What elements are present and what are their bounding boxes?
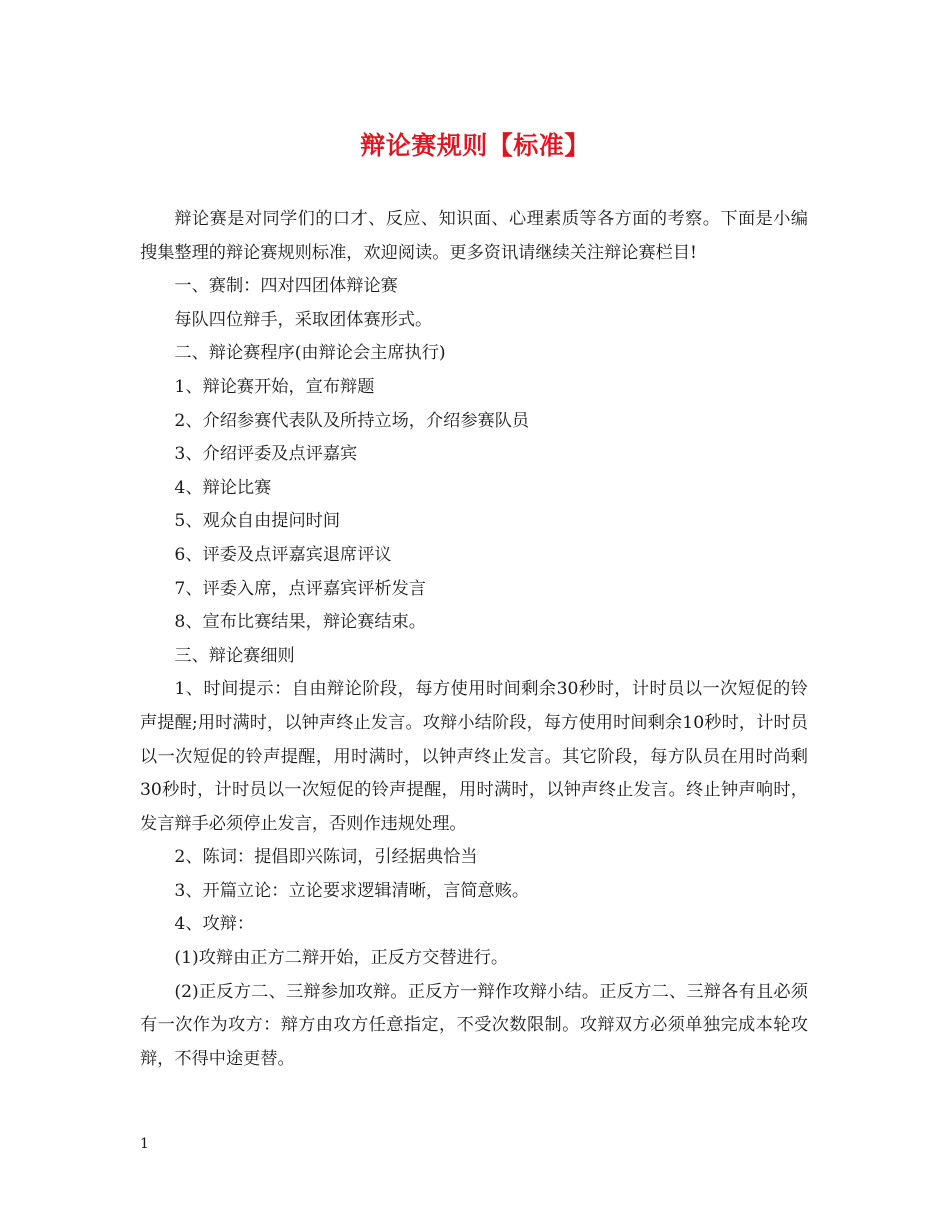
rule-paragraph: (2)正反方二、三辩参加攻辩。正反方一辩作攻辩小结。正反方二、三辩各有且必须有一次作为攻方：辩方由攻方任意指定，不受次数限制。攻辩双方必须单独完成本轮攻辩，不得中途更替。 (140, 981, 808, 1069)
paragraph: 每队四位辩手，采取团体赛形式。 (174, 309, 433, 330)
rule-paragraph: 4、攻辩： (174, 914, 255, 935)
section-heading-procedure: 二、辩论赛程序(由辩论会主席执行) (174, 343, 446, 364)
list-item: 8、宣布比赛结果，辩论赛结束。 (174, 612, 426, 633)
document-title: 辩论赛规则【标准】 (360, 131, 590, 160)
intro-paragraph: 辩论赛是对同学们的口才、反应、知识面、心理素质等各方面的考察。下面是小编搜集整理的辩论赛规则标准，欢迎阅读。更多资讯请继续关注辩论赛栏目! (140, 209, 808, 263)
rule-paragraph: (1)攻辩由正方二辩开始，正反方交替进行。 (174, 948, 509, 969)
rule-paragraph: 2、陈词：提倡即兴陈词，引经据典恰当 (174, 847, 478, 868)
section-heading-rules: 三、辩论赛细则 (174, 645, 295, 666)
document-body (140, 203, 808, 1076)
list-item: 5、观众自由提问时间 (174, 511, 341, 532)
page-number: 1 (140, 1136, 149, 1152)
rule-paragraph: 3、开篇立论：立论要求逻辑清晰，言简意赅。 (174, 880, 530, 901)
list-item: 6、评委及点评嘉宾退席评议 (174, 544, 392, 565)
section-heading-format: 一、赛制：四对四团体辩论赛 (174, 276, 398, 297)
list-item: 1、辩论赛开始，宣布辩题 (174, 376, 375, 397)
list-item: 2、介绍参赛代表队及所持立场，介绍参赛队员 (174, 410, 530, 431)
list-item: 4、辩论比赛 (174, 477, 272, 498)
list-item: 7、评委入席，点评嘉宾评析发言 (174, 578, 426, 599)
list-item: 3、介绍评委及点评嘉宾 (174, 444, 358, 465)
rule-paragraph: 1、时间提示：自由辩论阶段，每方使用时间剩余30秒时，计时员以一次短促的铃声提醒;用时满时，以钟声终止发言。攻辩小结阶段，每方使用时间剩余10秒时，计时员以一次短促的铃声提醒，用时满时，以钟声终止发言。其它阶段，每方队员在用时尚剩30秒时，计时员以一次短促的铃声提醒，用时满时，以钟声终止发言。终止钟声响时，发言辩手必须停止发言，否则作违规处理。 (140, 679, 808, 834)
